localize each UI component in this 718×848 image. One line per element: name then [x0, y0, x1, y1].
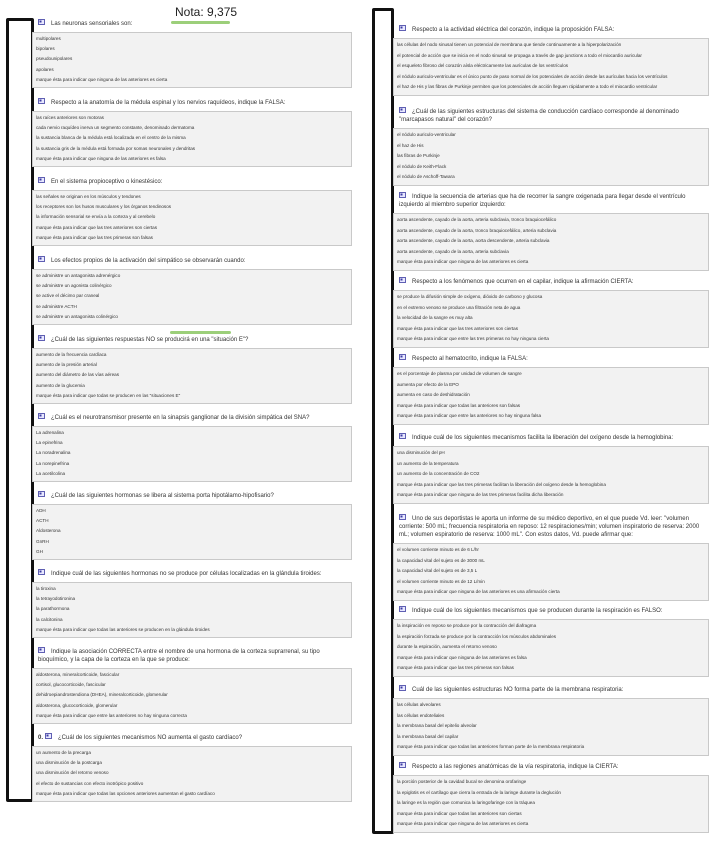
answer-option[interactable]: es el porcentaje de plasma por unidad de volumen de sangre: [397, 371, 522, 376]
answer-option[interactable]: la calcitonina: [36, 616, 63, 622]
question-block: [32, 414, 352, 482]
question-block: [393, 763, 709, 833]
answer-option[interactable]: aumento de la presión arterial: [36, 362, 97, 368]
options-box: [32, 668, 352, 724]
question-block: [32, 178, 352, 246]
question-header: [32, 570, 352, 578]
answer-option[interactable]: la epiglotis es el cartílago que cierra la entrada de la laringe durante la deglución: [397, 789, 561, 795]
question-header: [32, 648, 352, 664]
answer-option[interactable]: el efecto de sustancias con efecto inotrópico positivo: [36, 780, 144, 786]
answer-option[interactable]: el haz de His y las fibras de Purkinje permiten que los potenciales de acción lleguen rápidamente a todo el miocardio ventricular: [397, 84, 658, 90]
answer-option[interactable]: un aumento de la concentración de CO2: [397, 471, 480, 477]
answer-option[interactable]: GnRH: [36, 538, 49, 544]
question-header: [32, 178, 352, 186]
answer-option[interactable]: la parathormona: [36, 606, 70, 612]
answer-option[interactable]: aorta ascendente, cayado de la aorta, arteria subclavia: [397, 248, 509, 254]
right-margin-bar: [372, 8, 394, 834]
answer-option[interactable]: la tiroxina: [36, 586, 56, 591]
answer-option[interactable]: aorta ascendente, cayado de la aorta, aorta descendente, arteria subclavia: [397, 238, 550, 244]
question-header: [32, 99, 352, 107]
answer-option[interactable]: el nódulo de Aschoff-Tawara: [397, 174, 455, 180]
answer-option[interactable]: las células endoteliales: [397, 712, 445, 718]
answer-option[interactable]: una disminución de la postcarga: [36, 760, 102, 766]
options-box: [393, 619, 709, 677]
divider-line: [170, 331, 231, 334]
question-icon: [399, 433, 406, 439]
options-box: [32, 504, 352, 560]
question-block: [32, 492, 352, 560]
question-text: Indique cuál de los siguientes mecanismos facilita la liberación del oxígeno desde la hemoglobina:: [412, 435, 674, 441]
answer-option[interactable]: marque ésta para indicar que ninguna de las anteriores es falsa: [397, 654, 527, 660]
question-icon: [38, 647, 45, 653]
answer-option[interactable]: La noradrenalina: [36, 450, 71, 456]
answer-option[interactable]: pseudounipolares: [36, 56, 73, 62]
question-block: [32, 570, 352, 638]
question-block: [393, 108, 709, 186]
answer-option[interactable]: la laringe es la región que comunica la laringofaringe con la tráquea: [397, 800, 535, 806]
answer-option[interactable]: marque ésta para indicar que ninguna de las anteriores es cierta: [397, 259, 529, 265]
question-text: Respecto a las regiones anatómicas de la vía respiratoria, indique la CIERTA:: [412, 764, 619, 770]
question-block: [393, 193, 709, 271]
answer-option[interactable]: el nódulo de Keith-Flack: [397, 163, 447, 169]
answer-option[interactable]: la membrana basal del epitelio alveolar: [397, 723, 477, 729]
question-icon: [399, 514, 406, 520]
answer-option[interactable]: GH: [36, 548, 43, 554]
question-icon: [38, 98, 45, 104]
question-text: Las neuronas sensoriales son:: [51, 21, 133, 27]
answer-option[interactable]: las células alveolares: [397, 702, 441, 707]
answer-option[interactable]: cada nervio raquídeo inerva un segmento constante, denominado dermatoma: [36, 125, 195, 131]
answer-option[interactable]: marque ésta para indicar que ninguna de las anteriores es falsa: [36, 155, 166, 161]
question-icon: [399, 192, 406, 198]
options-box: [32, 582, 352, 638]
question-icon: [399, 685, 406, 691]
question-icon: [399, 354, 406, 360]
question-text: Respecto a la actividad eléctrica del corazón, indique la proposición FALSA:: [412, 27, 615, 33]
question-header: [32, 20, 352, 28]
question-header: [32, 257, 352, 265]
question-text: Indique la secuencia de arterias que ha de recorrer la sangre oxigenada para llegar desde el ventrículo izquierdo al miembro superior izquierdo:: [399, 194, 686, 208]
question-icon: [399, 107, 406, 113]
answer-option[interactable]: aumenta en caso de deshidratación: [397, 392, 470, 398]
options-box: [32, 32, 352, 88]
question-icon: [399, 25, 406, 31]
answer-option[interactable]: aorta ascendente, cayado de la aorta, arteria subclavia, tronco braquiocefálico: [397, 217, 557, 222]
answer-option[interactable]: ACTH: [36, 518, 49, 524]
left-margin-bar: [6, 18, 34, 802]
answer-option[interactable]: las fibras de Purkinje: [397, 153, 440, 159]
question-header: [393, 515, 709, 539]
question-block: [393, 355, 709, 425]
question-text: ¿Cuál de las siguientes hormonas se libera al sistema porta hipotálamo-hipofisario?: [51, 493, 274, 499]
answer-option[interactable]: se active el décimo par craneal: [36, 293, 100, 299]
answer-option[interactable]: la tetrayodotironina: [36, 596, 76, 602]
options-box: [32, 190, 352, 246]
answer-option[interactable]: aumenta por efecto de la EPO: [397, 381, 459, 387]
answer-option[interactable]: marque ésta para indicar que ninguna de las tres primeras facilita dicha liberación: [397, 492, 564, 498]
options-box: [32, 746, 352, 802]
answer-option[interactable]: marque ésta para indicar que las tres anteriores son ciertas: [36, 224, 158, 230]
answer-option[interactable]: marque ésta para indicar que las tres primeras son falsas: [36, 234, 153, 240]
answer-option[interactable]: aorta ascendente, cayado de la aorta, tronco braquiocefálico, arteria subclavia: [397, 227, 557, 233]
question-text: Cuál de las siguientes estructuras NO forma parte de la membrana respiratoria:: [412, 687, 624, 693]
question-text: Uno de sus deportistas le aporta un informe de su médico deportivo, en el que puede Vd. leer: "volumen corriente: 500 mL; frecuencia respiratoria en reposo: 12 respiraciones/min; volumen inspiratorio de reserva: 2000 mL; volumen espiratorio de reserva: 1000 mL". Con estos datos, Vd. puede afirmar que:: [399, 516, 700, 538]
question-block: [393, 26, 709, 96]
answer-option[interactable]: marque ésta para indicar que entre las tres primeras no hay ninguna cierta: [397, 336, 549, 342]
question-header: [393, 607, 709, 615]
options-box: [393, 38, 709, 96]
answer-option[interactable]: el volumen corriente minuto es de 12 L/min: [397, 578, 485, 584]
answer-option[interactable]: La adrenalina: [36, 430, 64, 435]
answer-option[interactable]: el nódulo auriculo-ventricular es el único punto de paso normal de los potenciales de acción desde las aurículas hacia los ventrículos: [397, 73, 668, 79]
question-text: Indique cuál de las siguientes hormonas no se produce por células localizadas en la glándula tiroides:: [51, 571, 322, 577]
question-block: [32, 648, 352, 724]
question-text: Respecto a la anatomía de la médula espinal y los nervios raquídeos, indique la FALSA:: [51, 100, 286, 106]
question-icon: [38, 256, 45, 262]
options-box: [393, 290, 709, 348]
answer-option[interactable]: la porción posterior de la cavidad bucal se denomina orofaringe: [397, 779, 527, 784]
question-text: ¿Cuál de las siguientes respuestas NO se producirá en una "situación E"?: [51, 337, 249, 343]
answer-option[interactable]: las señales se originan en los músculos y tendones: [36, 194, 141, 199]
question-block: [32, 257, 352, 325]
answer-option[interactable]: marque ésta para indicar que todas las anteriores forman parte de la membrana respiratoria: [397, 744, 585, 750]
question-block: [393, 686, 709, 756]
question-header: [393, 686, 709, 694]
answer-option[interactable]: marque ésta para indicar que ninguna de las anteriores es cierta: [36, 76, 168, 82]
question-text: Respecto a los fenómenos que ocurren en el capilar, indique la afirmación CIERTA:: [412, 279, 634, 285]
answer-option[interactable]: dehidroepiandrostendiona (DHEA), mineralcorticoide, glomerular: [36, 692, 168, 698]
score-label: Nota: 9,375: [175, 5, 238, 19]
question-icon: [38, 569, 45, 575]
question-block: [393, 515, 709, 601]
answer-option[interactable]: la información sensorial se envía a la corteza y al cerebelo: [36, 214, 156, 220]
answer-option[interactable]: marque ésta para indicar que todas se producen en las "situaciones E": [36, 392, 181, 398]
answer-option[interactable]: marque ésta para indicar que las tres primeras facilitan la liberación del oxígeno desde la hemoglobina: [397, 481, 606, 487]
answer-option[interactable]: el volumen corriente minuto es de 6 L/hr: [397, 547, 479, 552]
options-box: [32, 426, 352, 482]
question-number: 0.: [38, 735, 44, 741]
answer-option[interactable]: aumento de la frecuencia cardíaca: [36, 352, 107, 357]
answer-option[interactable]: marque ésta para indicar que entre las anteriores no hay ninguna correcta: [36, 712, 187, 718]
answer-option[interactable]: aumento del diámetro de las vías aéreas: [36, 372, 119, 378]
options-box: [393, 446, 709, 504]
question-icon: [399, 277, 406, 283]
question-text: Indique la asociación CORRECTA entre el nombre de una hormona de la corteza suprarrenal, su tipo bioquímico, y la capa de la corteza en la que se produce:: [38, 649, 320, 663]
options-box: [32, 348, 352, 404]
answer-option[interactable]: Aldosterona: [36, 528, 61, 534]
answer-option[interactable]: se administre un antagonista colinérgico: [36, 313, 118, 319]
question-icon: [38, 177, 45, 183]
answer-option[interactable]: las células del nodo sinusal tienen un potencial de membrana que tiende continuamente a la hiperpolarización: [397, 42, 622, 47]
question-icon: [38, 491, 45, 497]
options-box: [393, 128, 709, 186]
question-block: [393, 434, 709, 504]
question-block: [32, 20, 352, 88]
answer-option[interactable]: la capacidad vital del sujeto es de 3,5 L: [397, 568, 478, 574]
answer-option[interactable]: la capacidad vital del sujeto es de 3000 mL: [397, 557, 485, 563]
question-header: [393, 278, 709, 286]
question-header: [32, 336, 352, 344]
question-header: [393, 434, 709, 442]
answer-option[interactable]: los receptores son los husos musculares y los órganos tendinosos: [36, 204, 172, 210]
question-icon: [38, 19, 45, 25]
options-box: [393, 367, 709, 425]
answer-option[interactable]: marque ésta para indicar que las tres primeras son falsas: [397, 665, 514, 671]
question-block: [32, 336, 352, 404]
question-header: [393, 108, 709, 124]
question-block: [32, 734, 352, 802]
question-block: [393, 607, 709, 677]
question-icon: [399, 606, 406, 612]
options-box: [393, 698, 709, 756]
answer-option[interactable]: multipolares: [36, 36, 61, 41]
question-header: [32, 492, 352, 500]
answer-option[interactable]: una disminución del pH: [397, 450, 445, 455]
answer-option[interactable]: la espiración forzada se produce por la contracción los músculos abdominales: [397, 633, 557, 639]
answer-option[interactable]: La acetilcolina: [36, 470, 66, 476]
answer-option[interactable]: La norepinefrina: [36, 460, 70, 466]
answer-option[interactable]: marque ésta para indicar que todas las anteriores son falsas: [397, 402, 521, 408]
answer-option[interactable]: La epinefrina: [36, 440, 63, 446]
answer-option[interactable]: la velocidad de la sangre es muy alta: [397, 315, 473, 321]
answer-option[interactable]: marque ésta para indicar que las tres anteriores son ciertas: [397, 325, 519, 331]
answer-option[interactable]: una disminución del retorno venoso: [36, 770, 109, 776]
answer-option[interactable]: cortisol, glucocorticoide, fascicular: [36, 682, 106, 688]
question-text: ¿Cuál de los siguientes mecanismos NO aumenta el gasto cardíaco?: [58, 735, 243, 741]
question-icon: [399, 762, 406, 768]
answer-option[interactable]: marque ésta para indicar que ninguna de las anteriores es una afirmación cierta: [397, 589, 560, 595]
answer-option[interactable]: la sustancia blanca de la médula está localizada en el centro de la misma: [36, 135, 186, 141]
question-icon: [45, 733, 52, 739]
question-block: [32, 99, 352, 167]
question-text: Los efectos propios de la activación del simpático se observarán cuando:: [51, 258, 246, 264]
answer-option[interactable]: las raíces anteriores son motoras: [36, 115, 104, 120]
question-icon: [38, 413, 45, 419]
answer-option[interactable]: el haz de His: [397, 142, 424, 148]
question-header: [393, 193, 709, 209]
options-box: [393, 543, 709, 601]
question-header: [393, 355, 709, 363]
question-text: Indique cuál de los siguientes mecanismos que se producen durante la respiración es FALSO:: [412, 608, 663, 614]
answer-option[interactable]: se administre un antagonista adrenérgico: [36, 273, 121, 278]
options-box: [32, 269, 352, 325]
question-block: [393, 278, 709, 348]
answer-option[interactable]: marque ésta para indicar que todas las anteriores se producen en la glándula tiroides: [36, 626, 210, 632]
question-icon: [38, 335, 45, 341]
answer-option[interactable]: se administre un agonista colinérgico: [36, 283, 112, 289]
answer-option[interactable]: durante la espiración, aumenta el retorno venoso: [397, 644, 497, 650]
question-header: [393, 763, 709, 771]
answer-option[interactable]: aldosterona, glucocorticoide, glomerular: [36, 702, 118, 708]
answer-option[interactable]: se administre ACTH: [36, 303, 77, 309]
answer-option[interactable]: apolares: [36, 66, 54, 72]
answer-option[interactable]: aldosterona, mineralcorticoide, fascicular: [36, 672, 120, 677]
question-header: [32, 734, 352, 742]
answer-option[interactable]: bipolares: [36, 46, 55, 52]
options-box: [32, 111, 352, 167]
answer-option[interactable]: ADH: [36, 508, 46, 513]
answer-option[interactable]: marque ésta para indicar que todas las opciones anteriores aumentan el gasto cardíaco: [36, 790, 215, 796]
answer-option[interactable]: se produce la difusión simple de oxígeno, dióxido de carbono y glucosa: [397, 294, 543, 299]
question-text: ¿Cuál de las siguientes estructuras del sistema de conducción cardíaco corresponde al denominado "marcapasos natural" del corazón?: [399, 109, 679, 123]
answer-option[interactable]: un aumento de la temperatura: [397, 460, 459, 466]
answer-option[interactable]: marque ésta para indicar que ninguna de las anteriores es cierta: [397, 821, 529, 827]
answer-option[interactable]: marque ésta para indicar que entre las anteriores no hay ninguna falsa: [397, 413, 542, 419]
answer-option[interactable]: el potencial de acción que se inicia en el nodo sinusal se propaga a través de gap junctions a todo el miocardio auricular: [397, 52, 642, 58]
answer-option[interactable]: la sustancia gris de la médula está formada por somas neuronales y dendritas: [36, 145, 196, 151]
answer-option[interactable]: en el extremo venoso se produce una filtración neta de agua: [397, 304, 521, 310]
question-text: En el sistema propioceptivo o kinestésico:: [51, 179, 163, 185]
answer-option[interactable]: la membrana basal del capilar: [397, 733, 459, 739]
question-text: Respecto al hematocrito, indique la FALSA:: [412, 356, 528, 362]
question-header: [393, 26, 709, 34]
answer-option[interactable]: el nódulo auriculo-ventricular: [397, 132, 456, 137]
answer-option[interactable]: marque ésta para indicar que todas las anteriores son ciertas: [397, 810, 522, 816]
options-box: [393, 213, 709, 271]
question-text: ¿Cuál es el neurotransmisor presente en la sinapsis ganglionar de la división simpática del SNA?: [51, 415, 310, 421]
options-box: [393, 775, 709, 833]
answer-option[interactable]: la inspiración en reposo se produce por la contracción del diafragma: [397, 623, 537, 628]
answer-option[interactable]: aumento de la glucemia: [36, 382, 85, 388]
question-header: [32, 414, 352, 422]
answer-option[interactable]: el esqueleto fibroso del corazón aísla eléctricamente las aurículas de los ventrículos: [397, 63, 569, 69]
answer-option[interactable]: un aumento de la precarga: [36, 750, 91, 755]
